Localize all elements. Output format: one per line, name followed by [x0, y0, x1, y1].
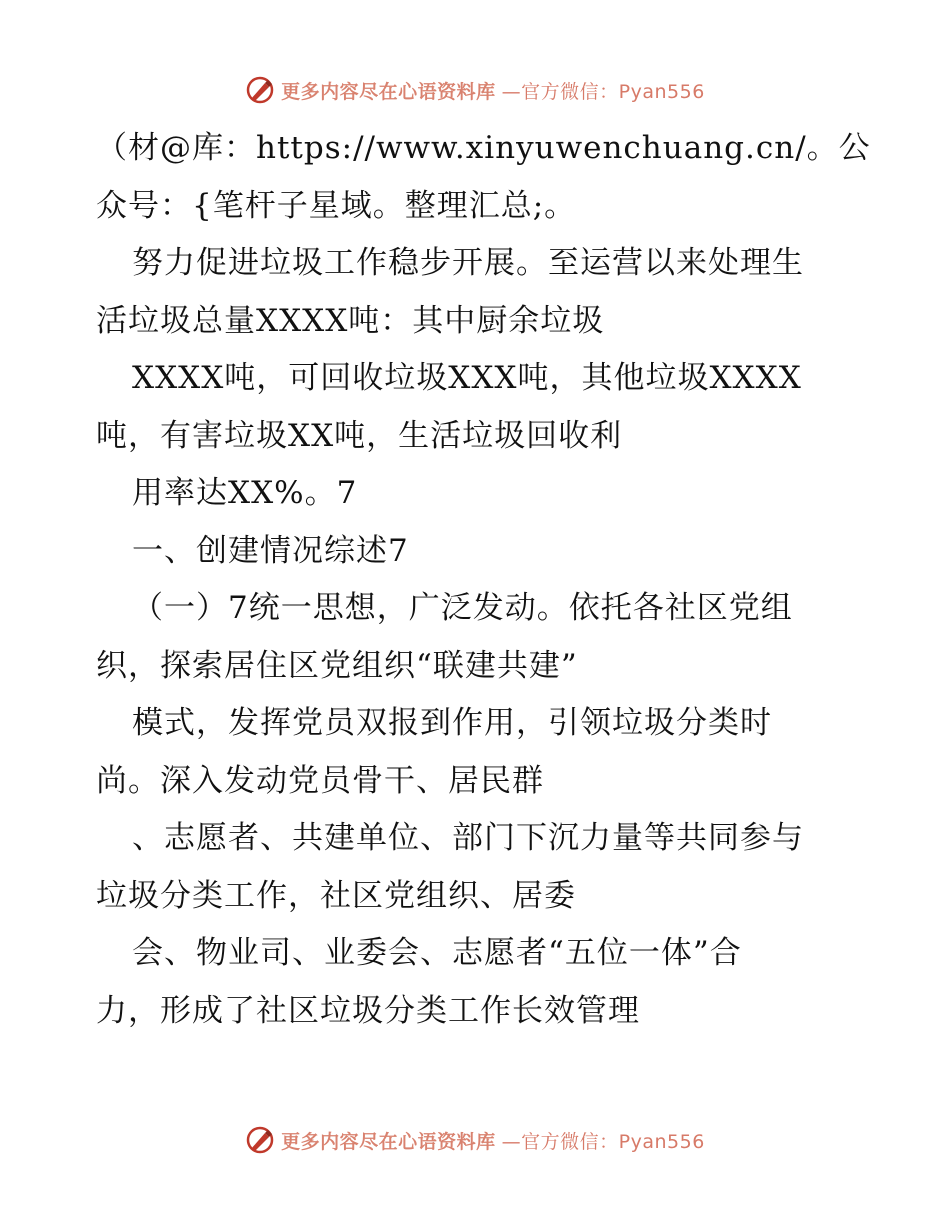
document-body: [96, 120, 876, 1040]
text-line: 会、物业司、业委会、志愿者“五位一体”合: [132, 935, 742, 971]
text-line: 活垃圾总量XXXX吨：其中厨余垃圾: [96, 302, 605, 339]
header-contact: —官方微信：Pyan556: [501, 80, 705, 103]
section-heading: 一、创建情况综述7: [132, 532, 409, 569]
text-line: 众号：{笔杆子星域。整理汇总;。: [96, 187, 577, 224]
text-line: 用率达XX%。7: [132, 475, 358, 511]
text-line: 尚。深入发动党员骨干、居民群: [96, 762, 544, 799]
text-line: 织，探索居住区党组织“联建共建”: [96, 647, 578, 684]
text-line: 、志愿者、共建单位、部门下沉力量等共同参与: [132, 820, 804, 856]
header-watermark: [0, 70, 950, 110]
text-line: 吨，有害垃圾XX吨，生活垃圾回收利: [96, 417, 623, 454]
header-site-name: 更多内容尽在心语资料库: [281, 80, 496, 103]
pen-logo-icon: [245, 75, 275, 105]
text-line: 垃圾分类工作，社区党组织、居委: [96, 877, 576, 914]
text-line: 模式，发挥党员双报到作用，引领垃圾分类时: [132, 705, 772, 741]
footer-site-name: 更多内容尽在心语资料库: [281, 1130, 496, 1153]
footer-contact: —官方微信：Pyan556: [501, 1130, 705, 1153]
text-line: 力，形成了社区垃圾分类工作长效管理: [96, 992, 640, 1029]
pen-logo-icon: [245, 1125, 275, 1155]
text-line: （一）7统一思想，广泛发动。依托各社区党组: [132, 590, 793, 626]
text-line: 努力促进垃圾工作稳步开展。至运营以来处理生: [132, 245, 804, 281]
text-line: （材@库：https://www.xinyuwenchuang.cn/。公: [96, 130, 871, 166]
footer-watermark: [0, 1120, 950, 1160]
text-line: XXXX吨，可回收垃圾XXX吨，其他垃圾XXXX: [132, 360, 802, 396]
